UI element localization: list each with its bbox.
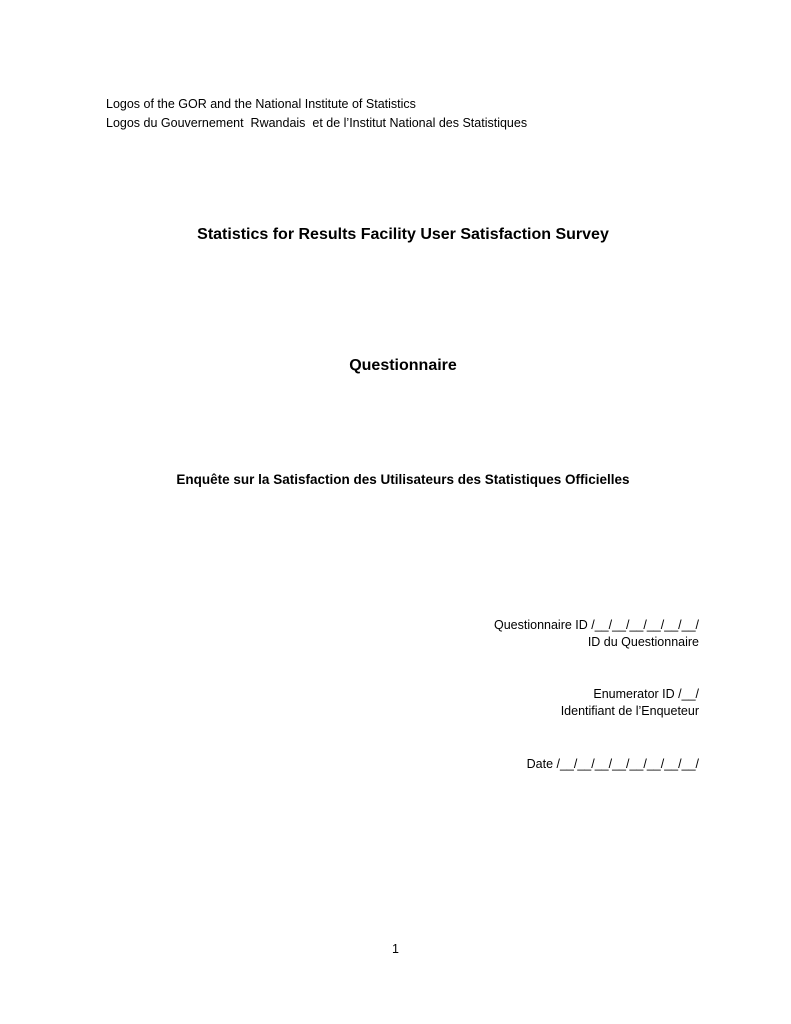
logo-placeholder-english: Logos of the GOR and the National Institute of Statistics [106, 97, 416, 111]
date-field: Date /__/__/__/__/__/__/__/__/ [526, 757, 699, 771]
questionnaire-id-field: Questionnaire ID /__/__/__/__/__/__/ [493, 618, 699, 632]
page-number: 1 [392, 942, 399, 956]
logo-placeholder-french: Logos du Gouvernement Rwandais et de l’Institut National des Statistiques [106, 116, 528, 130]
logo-placeholder [106, 95, 527, 133]
questionnaire-heading: Questionnaire [349, 357, 457, 374]
enumerator-id-field: Enumerator ID /__/ [593, 687, 699, 701]
enumerator-id-label-fr: Identifiant de l’Enqueteur [560, 704, 699, 718]
questionnaire-id-label-fr: ID du Questionnaire [587, 635, 699, 649]
survey-title-french: Enquête sur la Satisfaction des Utilisateurs des Statistiques Officielles [176, 472, 630, 487]
enumerator-id-block [561, 686, 699, 720]
questionnaire-id-block [494, 617, 699, 651]
survey-title: Statistics for Results Facility User Satisfaction Survey [197, 226, 609, 243]
date-block [527, 756, 699, 773]
